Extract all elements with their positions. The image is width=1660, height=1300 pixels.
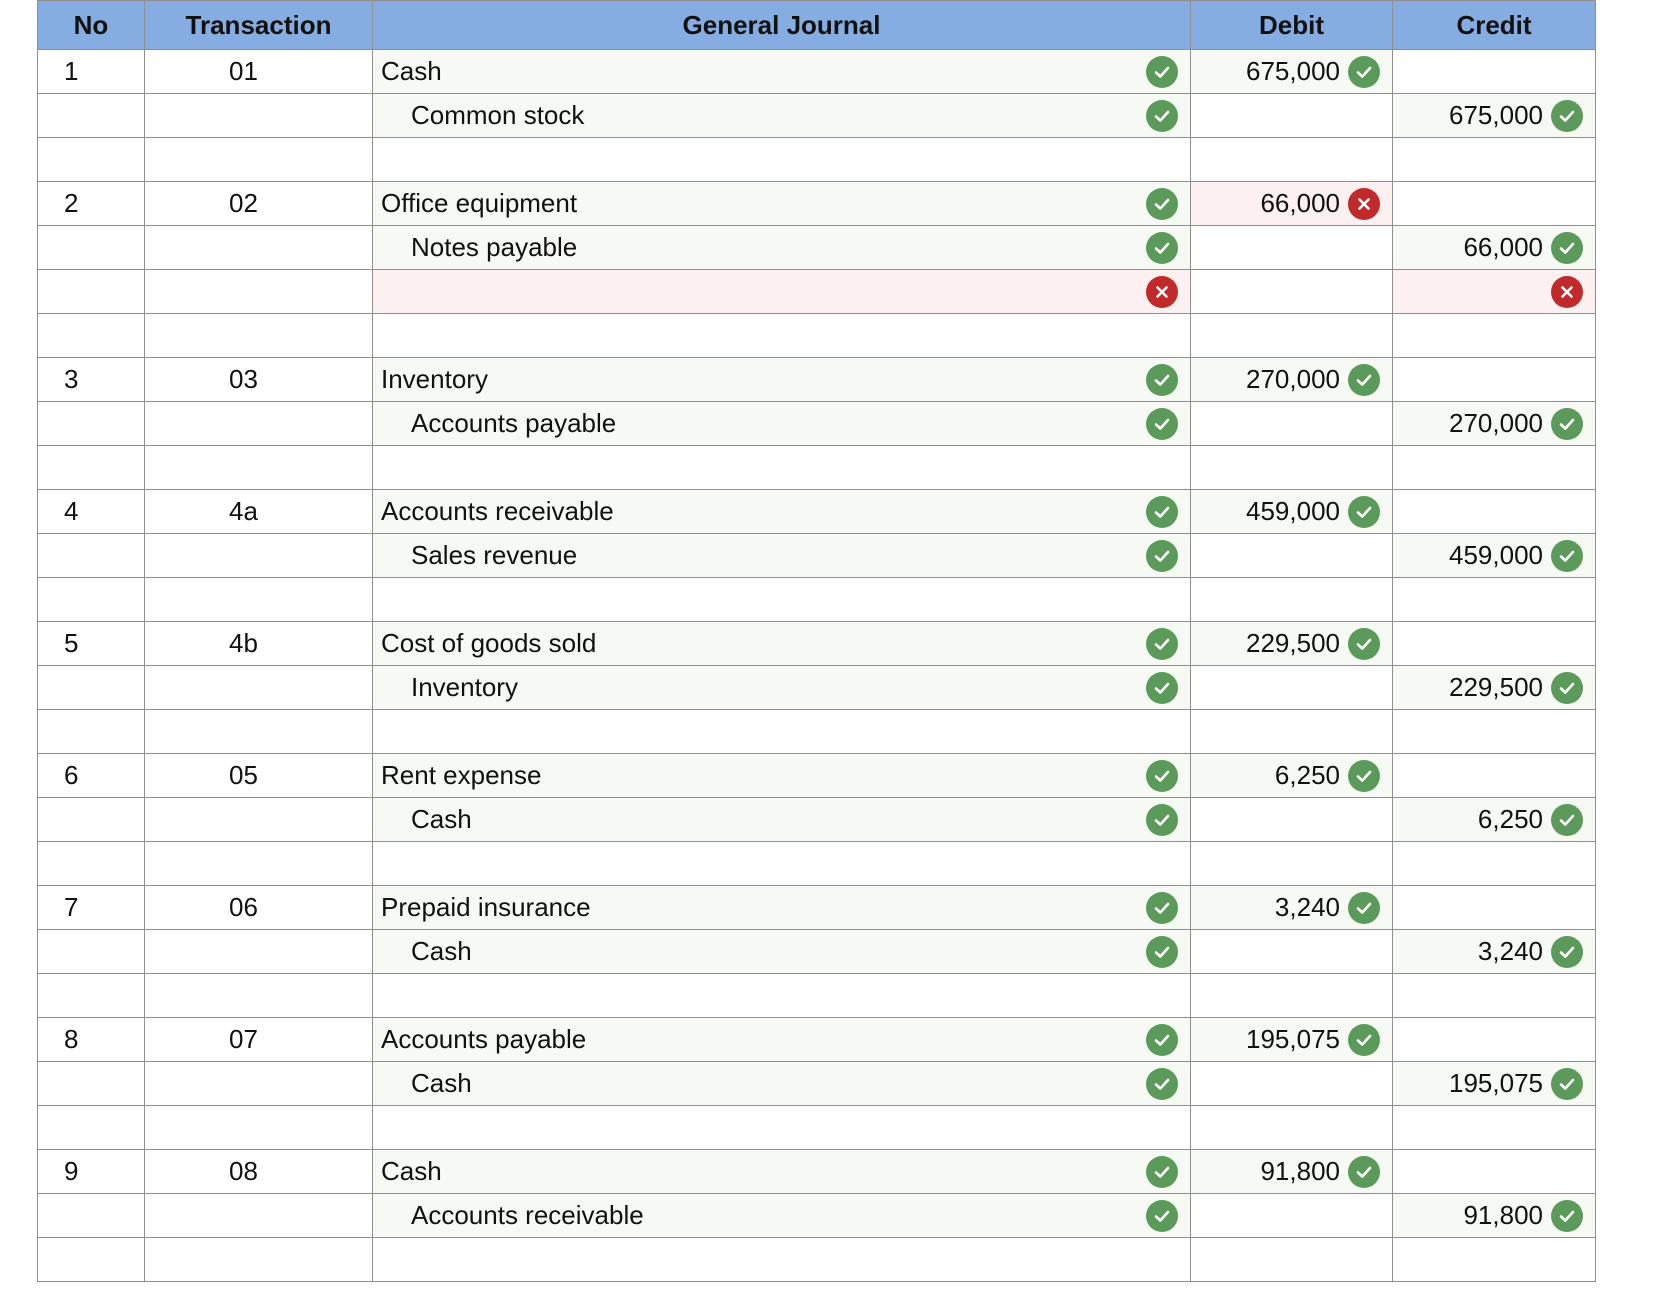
empty-cell — [373, 710, 1191, 754]
empty-cell — [1191, 446, 1393, 490]
transaction-id — [145, 226, 373, 270]
table-row — [38, 226, 1596, 270]
entry-number — [38, 534, 145, 578]
empty-cell — [38, 446, 145, 490]
credit-amount: 675,000 — [1449, 100, 1543, 130]
account-name: Sales revenue — [411, 540, 578, 570]
empty-cell — [1393, 1238, 1596, 1282]
transaction-id — [145, 270, 373, 314]
debit-amount: 6,250 — [1274, 760, 1340, 790]
spacer-row — [38, 1106, 1596, 1150]
transaction-id: 03 — [145, 358, 373, 402]
empty-cell — [145, 1106, 373, 1150]
entry-number: 9 — [38, 1150, 145, 1194]
empty-cell — [38, 842, 145, 886]
transaction-id: 4a — [145, 490, 373, 534]
credit-amount: 66,000 — [1463, 232, 1543, 262]
empty-cell — [373, 578, 1191, 622]
account-cell[interactable] — [373, 534, 1191, 578]
empty-cell — [373, 138, 1191, 182]
debit-amount: 3,240 — [1274, 892, 1340, 922]
spacer-row — [38, 974, 1596, 1018]
table-row — [38, 1150, 1596, 1194]
account-name: Office equipment — [381, 188, 578, 218]
table-row — [38, 50, 1596, 94]
account-cell[interactable] — [373, 270, 1191, 314]
entry-number — [38, 94, 145, 138]
account-cell[interactable] — [373, 754, 1191, 798]
table-row — [38, 490, 1596, 534]
empty-cell — [145, 710, 373, 754]
credit-cell[interactable] — [1393, 402, 1596, 446]
credit-cell[interactable] — [1393, 1062, 1596, 1106]
debit-cell — [1191, 534, 1393, 578]
credit-cell[interactable] — [1393, 226, 1596, 270]
empty-cell — [373, 314, 1191, 358]
spacer-row — [38, 314, 1596, 358]
account-name: Inventory — [381, 364, 488, 394]
account-cell[interactable] — [373, 182, 1191, 226]
check-icon — [1146, 1200, 1178, 1232]
check-icon — [1348, 364, 1380, 396]
check-icon — [1146, 760, 1178, 792]
empty-cell — [38, 314, 145, 358]
entry-number — [38, 666, 145, 710]
table-row — [38, 886, 1596, 930]
empty-cell — [1393, 710, 1596, 754]
debit-cell — [1191, 930, 1393, 974]
entry-number: 5 — [38, 622, 145, 666]
table-row — [38, 1018, 1596, 1062]
transaction-id — [145, 402, 373, 446]
account-name: Cash — [411, 936, 472, 966]
debit-cell — [1191, 402, 1393, 446]
credit-amount: 3,240 — [1477, 936, 1543, 966]
transaction-id: 06 — [145, 886, 373, 930]
debit-cell[interactable] — [1191, 358, 1393, 402]
empty-cell — [1191, 138, 1393, 182]
check-icon — [1348, 1156, 1380, 1188]
empty-cell — [1393, 446, 1596, 490]
cross-icon — [1551, 276, 1583, 308]
transaction-id — [145, 94, 373, 138]
credit-cell — [1393, 1150, 1596, 1194]
debit-cell — [1191, 226, 1393, 270]
header-no: No — [38, 1, 145, 50]
debit-cell[interactable] — [1191, 886, 1393, 930]
check-icon — [1551, 540, 1583, 572]
entry-number: 3 — [38, 358, 145, 402]
spacer-row — [38, 842, 1596, 886]
table-row — [38, 94, 1596, 138]
entry-number: 4 — [38, 490, 145, 534]
account-name: Inventory — [411, 672, 518, 702]
account-name: Prepaid insurance — [381, 892, 591, 922]
check-icon — [1348, 1024, 1380, 1056]
entry-number — [38, 798, 145, 842]
account-cell[interactable] — [373, 358, 1191, 402]
entry-number: 2 — [38, 182, 145, 226]
debit-cell[interactable] — [1191, 754, 1393, 798]
check-icon — [1146, 496, 1178, 528]
debit-amount: 66,000 — [1260, 188, 1340, 218]
debit-cell — [1191, 94, 1393, 138]
check-icon — [1146, 1068, 1178, 1100]
credit-cell[interactable] — [1393, 534, 1596, 578]
header-credit: Credit — [1393, 1, 1596, 50]
cross-icon — [1146, 276, 1178, 308]
credit-cell — [1393, 182, 1596, 226]
account-cell[interactable] — [373, 402, 1191, 446]
journal-body — [38, 50, 1596, 1282]
transaction-id: 07 — [145, 1018, 373, 1062]
empty-cell — [145, 1238, 373, 1282]
empty-cell — [1191, 314, 1393, 358]
entry-number — [38, 226, 145, 270]
empty-cell — [1393, 578, 1596, 622]
debit-cell[interactable] — [1191, 1150, 1393, 1194]
entry-number — [38, 1062, 145, 1106]
table-row — [38, 754, 1596, 798]
entry-number: 6 — [38, 754, 145, 798]
account-cell[interactable] — [373, 94, 1191, 138]
transaction-id — [145, 666, 373, 710]
credit-cell[interactable] — [1393, 798, 1596, 842]
cross-icon — [1348, 188, 1380, 220]
account-cell[interactable] — [373, 666, 1191, 710]
credit-amount: 195,075 — [1449, 1068, 1543, 1098]
credit-cell[interactable] — [1393, 270, 1596, 314]
check-icon — [1146, 56, 1178, 88]
spacer-row — [38, 138, 1596, 182]
transaction-id — [145, 1062, 373, 1106]
account-name: Notes payable — [411, 232, 578, 262]
debit-cell[interactable] — [1191, 490, 1393, 534]
account-cell[interactable] — [373, 622, 1191, 666]
table-row — [38, 798, 1596, 842]
table-row — [38, 1062, 1596, 1106]
account-cell[interactable] — [373, 50, 1191, 94]
debit-amount: 270,000 — [1246, 364, 1340, 394]
check-icon — [1551, 100, 1583, 132]
empty-cell — [38, 974, 145, 1018]
empty-cell — [1191, 710, 1393, 754]
debit-cell — [1191, 1194, 1393, 1238]
check-icon — [1146, 1156, 1178, 1188]
debit-amount: 675,000 — [1246, 56, 1340, 86]
header-general-journal: General Journal — [373, 1, 1191, 50]
debit-cell — [1191, 666, 1393, 710]
credit-cell — [1393, 1018, 1596, 1062]
transaction-id — [145, 930, 373, 974]
debit-cell[interactable] — [1191, 622, 1393, 666]
entry-number: 8 — [38, 1018, 145, 1062]
debit-amount: 459,000 — [1246, 496, 1340, 526]
check-icon — [1146, 364, 1178, 396]
empty-cell — [145, 578, 373, 622]
entry-number — [38, 1194, 145, 1238]
check-icon — [1146, 188, 1178, 220]
check-icon — [1551, 804, 1583, 836]
empty-cell — [373, 974, 1191, 1018]
empty-cell — [38, 138, 145, 182]
transaction-id: 01 — [145, 50, 373, 94]
check-icon — [1348, 496, 1380, 528]
empty-cell — [1393, 1106, 1596, 1150]
account-cell[interactable] — [373, 1194, 1191, 1238]
check-icon — [1551, 1200, 1583, 1232]
credit-amount: 91,800 — [1463, 1200, 1543, 1230]
account-name: Cash — [411, 804, 472, 834]
account-cell[interactable] — [373, 930, 1191, 974]
check-icon — [1348, 892, 1380, 924]
table-row — [38, 1194, 1596, 1238]
credit-amount: 229,500 — [1449, 672, 1543, 702]
empty-cell — [1191, 1238, 1393, 1282]
empty-cell — [1393, 314, 1596, 358]
empty-cell — [38, 710, 145, 754]
account-name: Cash — [411, 1068, 472, 1098]
header-row — [38, 1, 1596, 50]
account-name: Rent expense — [381, 760, 542, 790]
check-icon — [1146, 936, 1178, 968]
account-name: Accounts payable — [381, 1024, 587, 1054]
empty-cell — [1191, 974, 1393, 1018]
check-icon — [1146, 232, 1178, 264]
spacer-row — [38, 578, 1596, 622]
empty-cell — [1393, 974, 1596, 1018]
check-icon — [1146, 672, 1178, 704]
empty-cell — [145, 446, 373, 490]
empty-cell — [1393, 138, 1596, 182]
debit-cell[interactable] — [1191, 1018, 1393, 1062]
entry-number — [38, 402, 145, 446]
credit-amount: 6,250 — [1477, 804, 1543, 834]
account-cell[interactable] — [373, 490, 1191, 534]
debit-amount: 229,500 — [1246, 628, 1340, 658]
entry-number — [38, 270, 145, 314]
debit-amount: 195,075 — [1246, 1024, 1340, 1054]
empty-cell — [38, 578, 145, 622]
check-icon — [1551, 936, 1583, 968]
credit-cell — [1393, 886, 1596, 930]
credit-cell — [1393, 622, 1596, 666]
transaction-id: 08 — [145, 1150, 373, 1194]
transaction-id — [145, 1194, 373, 1238]
account-name: Cost of goods sold — [381, 628, 597, 658]
empty-cell — [1191, 842, 1393, 886]
check-icon — [1348, 628, 1380, 660]
debit-cell[interactable] — [1191, 50, 1393, 94]
entry-number: 1 — [38, 50, 145, 94]
empty-cell — [38, 1238, 145, 1282]
credit-cell[interactable] — [1393, 94, 1596, 138]
table-row — [38, 270, 1596, 314]
empty-cell — [38, 1106, 145, 1150]
check-icon — [1348, 56, 1380, 88]
account-name: Accounts receivable — [411, 1200, 644, 1230]
empty-cell — [145, 974, 373, 1018]
check-icon — [1146, 804, 1178, 836]
debit-cell — [1191, 798, 1393, 842]
account-cell[interactable] — [373, 1018, 1191, 1062]
spacer-row — [38, 710, 1596, 754]
transaction-id: 4b — [145, 622, 373, 666]
spacer-row — [38, 446, 1596, 490]
credit-cell — [1393, 358, 1596, 402]
account-name: Cash — [381, 56, 442, 86]
empty-cell — [1191, 1106, 1393, 1150]
debit-cell — [1191, 270, 1393, 314]
credit-cell[interactable] — [1393, 1194, 1596, 1238]
check-icon — [1551, 408, 1583, 440]
empty-cell — [1191, 578, 1393, 622]
general-journal-table — [37, 0, 1596, 1282]
table-row — [38, 622, 1596, 666]
credit-amount: 459,000 — [1449, 540, 1543, 570]
transaction-id — [145, 798, 373, 842]
debit-cell — [1191, 1062, 1393, 1106]
check-icon — [1551, 1068, 1583, 1100]
credit-cell[interactable] — [1393, 930, 1596, 974]
empty-cell — [373, 1238, 1191, 1282]
empty-cell — [145, 314, 373, 358]
credit-cell — [1393, 50, 1596, 94]
header-transaction: Transaction — [145, 1, 373, 50]
check-icon — [1146, 100, 1178, 132]
entry-number — [38, 930, 145, 974]
check-icon — [1551, 672, 1583, 704]
check-icon — [1146, 892, 1178, 924]
account-cell[interactable] — [373, 1062, 1191, 1106]
table-row — [38, 358, 1596, 402]
transaction-id: 05 — [145, 754, 373, 798]
empty-cell — [145, 842, 373, 886]
transaction-id: 02 — [145, 182, 373, 226]
account-name: Accounts receivable — [381, 496, 614, 526]
account-name: Accounts payable — [411, 408, 617, 438]
account-name: Common stock — [411, 100, 585, 130]
check-icon — [1146, 628, 1178, 660]
account-cell[interactable] — [373, 798, 1191, 842]
credit-cell — [1393, 490, 1596, 534]
debit-amount: 91,800 — [1260, 1156, 1340, 1186]
debit-cell[interactable] — [1191, 182, 1393, 226]
empty-cell — [373, 446, 1191, 490]
check-icon — [1146, 540, 1178, 572]
account-name: Cash — [381, 1156, 442, 1186]
credit-amount: 270,000 — [1449, 408, 1543, 438]
empty-cell — [373, 1106, 1191, 1150]
empty-cell — [373, 842, 1191, 886]
empty-cell — [145, 138, 373, 182]
spacer-row — [38, 1238, 1596, 1282]
check-icon — [1551, 232, 1583, 264]
check-icon — [1146, 408, 1178, 440]
transaction-id — [145, 534, 373, 578]
entry-number: 7 — [38, 886, 145, 930]
check-icon — [1146, 1024, 1178, 1056]
credit-cell[interactable] — [1393, 666, 1596, 710]
account-cell[interactable] — [373, 1150, 1191, 1194]
account-cell[interactable] — [373, 226, 1191, 270]
table-row — [38, 930, 1596, 974]
account-cell[interactable] — [373, 886, 1191, 930]
table-row — [38, 402, 1596, 446]
empty-cell — [1393, 842, 1596, 886]
table-row — [38, 534, 1596, 578]
table-row — [38, 666, 1596, 710]
check-icon — [1348, 760, 1380, 792]
header-debit: Debit — [1191, 1, 1393, 50]
table-row — [38, 182, 1596, 226]
credit-cell — [1393, 754, 1596, 798]
